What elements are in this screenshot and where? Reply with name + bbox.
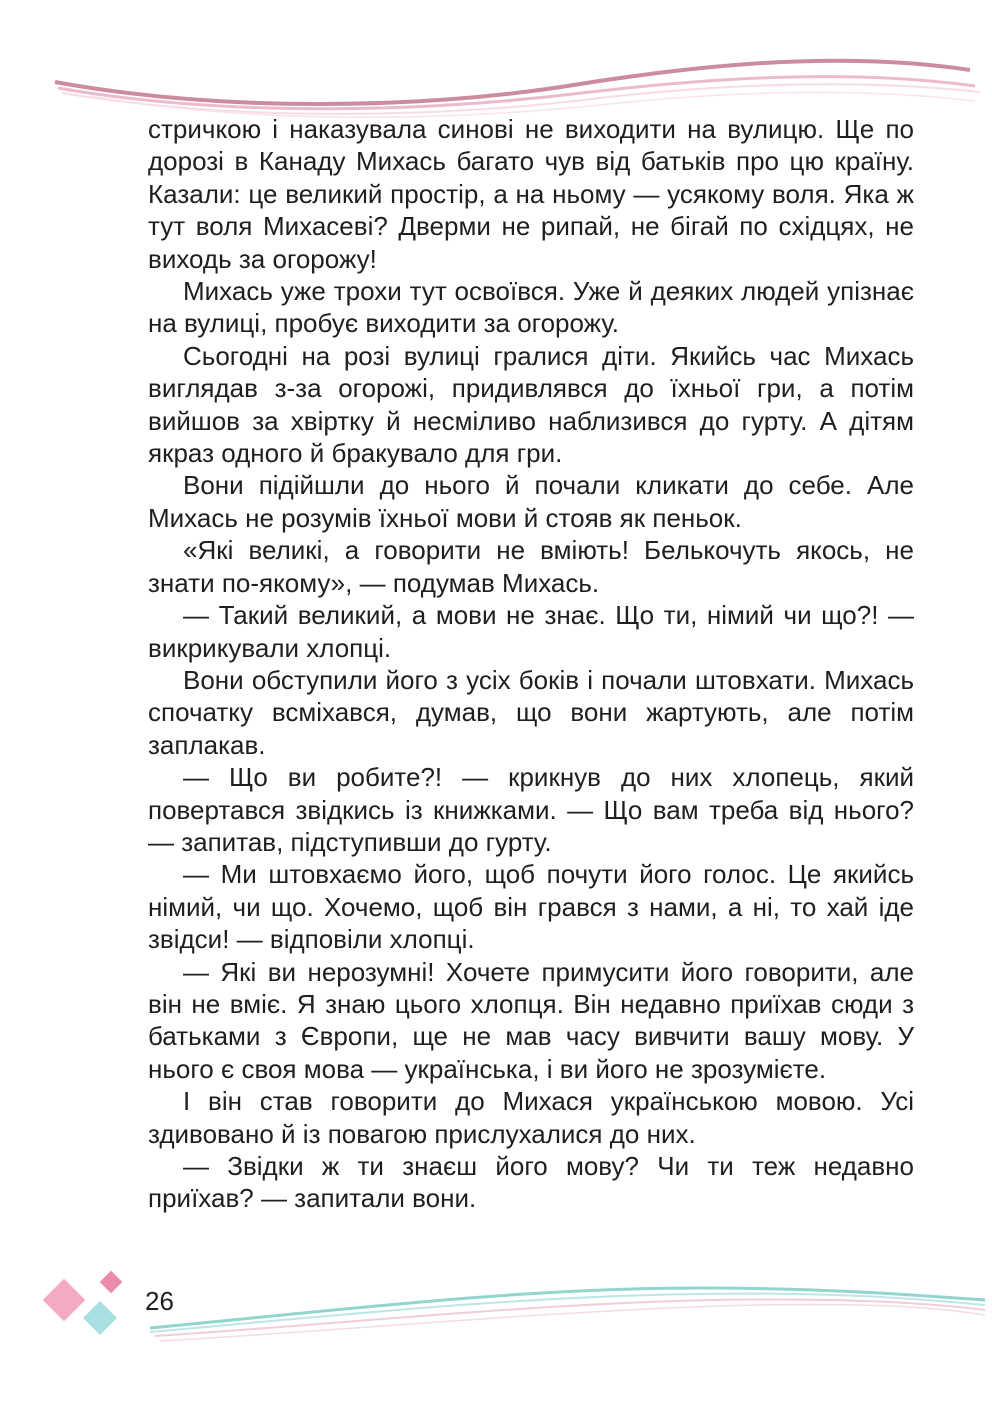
paragraph: стричкою і наказувала синові не виходити на вулицю. Ще по дорозі в Канаду Михась багато чув від батьків про цю країну. Казали: це великий простір, а на ньому — усякому воля. Яка ж тут воля Михасеві? Дверми не рипай, не бігай по східцях, не виходь за огорожу! (148, 114, 914, 274)
paragraph: Михась уже трохи тут освоївся. Уже й деяких людей упізнає на вулиці, пробує виходити за огорожу. (148, 276, 914, 339)
paragraph: Вони підійшли до нього й почали кликати до себе. Але Михась не розумів їхньої мови й стояв як пеньок. (148, 470, 914, 533)
pink-diamond-large (43, 1279, 85, 1321)
paragraph: «Які великі, а говорити не вміють! Белькочуть якось, не знати по-якому», — подумав Михась. (148, 535, 914, 598)
paragraph: — Ми штовхаємо його, щоб почути його голос. Це якийсь німий, чи що. Хочемо, щоб він грався з нами, а ні, то хай іде звідси! — відповіли хлопці. (148, 859, 914, 955)
corner-diamonds (40, 1262, 140, 1342)
paragraph: І він став говорити до Михася українською мовою. Усі здивовано й із повагою прислухалися до них. (148, 1086, 914, 1149)
story-text (148, 113, 914, 1215)
page-number: 26 (145, 1286, 174, 1316)
paragraph: Вони обступили його з усіх боків і почали штовхати. Михась спочатку всміхався, думав, що вони жартують, але потім заплакав. (148, 664, 914, 760)
paragraph: — Що ви робите?! — крикнув до них хлопець, який повертався звідкись із книжками. — Що вам треба від нього? — запитав, підступивши до гурту. (148, 762, 914, 857)
paragraph: — Такий великий, а мови не знає. Що ти, німий чи що?! — викрикували хлопці. (148, 600, 914, 663)
teal-diamond (83, 1301, 117, 1335)
pink-diamond-small (100, 1271, 123, 1294)
paragraph: — Звідки ж ти знаєш його мову? Чи ти теж недавно приїхав? — запитали вони. (148, 1151, 914, 1214)
top-decorative-wave (0, 0, 992, 130)
paragraph: — Які ви нерозумні! Хочете примусити його говорити, але він не вміє. Я знаю цього хлопця. Він недавно приїхав сюди з батьками з Європи, ще не мав часу вивчити вашу мову. У нього є своя мова — українська, і ви його не зрозумієте. (148, 956, 914, 1084)
paragraph: Сьогодні на розі вулиці гралися діти. Якийсь час Михась виглядав з-за огорожі, придивлявся до їхньої гри, а потім вийшов за хвіртку й несміливо наблизився до гурту. А дітям якраз одного й бракувало для гри. (148, 340, 914, 469)
